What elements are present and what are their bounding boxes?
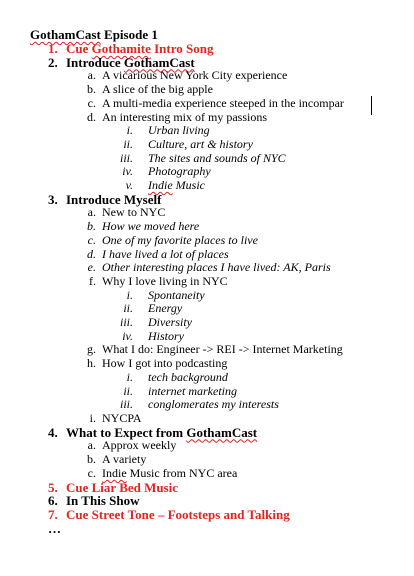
sub-text: Why I love living in NYC bbox=[102, 273, 228, 288]
roman-marker: v. bbox=[125, 178, 133, 193]
spelling-flag: GothamCast bbox=[123, 54, 195, 70]
outline-number: 5. bbox=[48, 479, 58, 495]
roman-marker: iii. bbox=[119, 315, 133, 330]
sub-sub-list bbox=[0, 371, 414, 412]
sub-sub-text: Indie Music bbox=[148, 178, 205, 193]
sub-marker: e. bbox=[87, 260, 96, 275]
sub-marker: h. bbox=[87, 356, 96, 371]
outline-number: 6. bbox=[48, 493, 58, 509]
roman-marker: ii. bbox=[123, 301, 133, 316]
sub-marker: b. bbox=[87, 452, 96, 467]
sub-sub-item bbox=[0, 398, 414, 412]
sub-marker: b. bbox=[87, 219, 96, 234]
outline-item bbox=[0, 481, 414, 495]
sub-marker: d. bbox=[87, 246, 96, 261]
sub-list bbox=[0, 206, 414, 425]
sub-sub-text: Urban living bbox=[148, 123, 210, 138]
sub-text: New to NYC bbox=[102, 205, 166, 220]
sub-marker: f. bbox=[89, 273, 96, 288]
sub-sub-item bbox=[0, 316, 414, 330]
sub-text: Approx weekly bbox=[102, 438, 177, 453]
sub-sub-item bbox=[0, 165, 414, 179]
outline-text: Cue Liar Bed Music bbox=[66, 479, 179, 495]
sub-sub-text: The sites and sounds of NYC bbox=[148, 150, 286, 165]
roman-marker: iv. bbox=[122, 328, 133, 343]
spelling-flag: Gothamite bbox=[91, 41, 151, 56]
sub-sub-text: Culture, art & history bbox=[148, 136, 253, 151]
outline-number: 3. bbox=[48, 191, 58, 207]
sub-sub-item bbox=[0, 152, 414, 166]
outline-item bbox=[0, 494, 414, 508]
sub-sub-item bbox=[0, 179, 414, 193]
sub-item bbox=[0, 234, 414, 248]
sub-item bbox=[0, 343, 414, 357]
sub-sub-list bbox=[0, 289, 414, 344]
sub-item bbox=[0, 111, 414, 125]
sub-text: A multi-media experience steeped in the incompar bbox=[102, 95, 344, 110]
sub-text: One of my favorite places to live bbox=[102, 232, 258, 247]
sub-item bbox=[0, 439, 414, 453]
roman-marker: i. bbox=[126, 287, 133, 302]
sub-text: NYCPA bbox=[102, 410, 142, 425]
sub-marker: a. bbox=[87, 205, 96, 220]
sub-sub-item bbox=[0, 289, 414, 303]
sub-sub-text: Spontaneity bbox=[148, 287, 205, 302]
sub-sub-item bbox=[0, 138, 414, 152]
spelling-flag: GothamCast bbox=[30, 27, 101, 42]
outline-text: Introduce Myself bbox=[66, 191, 162, 207]
outline-text: In This Show bbox=[66, 493, 140, 509]
outline-number: 7. bbox=[48, 506, 58, 522]
roman-marker: ii. bbox=[123, 383, 133, 398]
outline-text: What to Expect from GothamCast bbox=[66, 424, 258, 440]
roman-marker: i. bbox=[126, 123, 133, 138]
sub-item bbox=[0, 97, 414, 111]
sub-list bbox=[0, 69, 414, 192]
sub-sub-text: Diversity bbox=[148, 315, 192, 330]
sub-item bbox=[0, 220, 414, 234]
sub-marker: a. bbox=[87, 68, 96, 83]
spelling-flag: Indie bbox=[148, 178, 173, 193]
sub-marker: i. bbox=[89, 410, 96, 425]
sub-list bbox=[0, 439, 414, 480]
sub-marker: d. bbox=[87, 109, 96, 124]
sub-sub-item bbox=[0, 302, 414, 316]
sub-item bbox=[0, 69, 414, 83]
sub-text: An interesting mix of my passions bbox=[102, 109, 267, 124]
sub-marker: c. bbox=[87, 95, 96, 110]
outline-number: 1. bbox=[48, 41, 58, 56]
sub-sub-item bbox=[0, 371, 414, 385]
sub-item bbox=[0, 206, 414, 220]
sub-sub-item bbox=[0, 330, 414, 344]
sub-sub-list bbox=[0, 124, 414, 193]
sub-marker: c. bbox=[87, 465, 96, 480]
outline-item bbox=[0, 42, 414, 56]
outline-number: 2. bbox=[48, 54, 58, 70]
sub-text: I have lived a lot of places bbox=[102, 246, 229, 261]
sub-item bbox=[0, 467, 414, 481]
document-title: GothamCast Episode 1 bbox=[30, 27, 158, 42]
sub-sub-text: conglomerates my interests bbox=[148, 397, 279, 412]
sub-marker: g. bbox=[87, 342, 96, 357]
sub-sub-text: Photography bbox=[148, 164, 211, 179]
outline-item bbox=[0, 508, 414, 522]
outline-item bbox=[0, 426, 414, 440]
sub-text: A variety bbox=[102, 452, 147, 467]
sub-sub-text: Energy bbox=[148, 301, 183, 316]
roman-marker: iv. bbox=[122, 164, 133, 179]
roman-marker: i. bbox=[126, 369, 133, 384]
sub-item bbox=[0, 261, 414, 275]
outline-text: Cue Street Tone – Footsteps and Talking bbox=[66, 506, 290, 522]
sub-item bbox=[0, 412, 414, 426]
outline-list bbox=[0, 42, 414, 535]
sub-text: Indie Music from NYC area bbox=[102, 465, 238, 480]
sub-item bbox=[0, 275, 414, 289]
sub-item bbox=[0, 453, 414, 467]
sub-item bbox=[0, 248, 414, 262]
ellipsis: … bbox=[48, 520, 61, 536]
sub-item bbox=[0, 83, 414, 97]
sub-sub-item bbox=[0, 385, 414, 399]
sub-text: What I do: Engineer -> REI -> Internet Marketing bbox=[102, 342, 343, 357]
sub-sub-item bbox=[0, 124, 414, 138]
sub-marker: a. bbox=[87, 438, 96, 453]
sub-sub-text: tech background bbox=[148, 369, 228, 384]
sub-text: A vicarious New York City experience bbox=[102, 68, 288, 83]
outline-item bbox=[0, 56, 414, 70]
sub-sub-text: internet marketing bbox=[148, 383, 237, 398]
sub-text: A slice of the big apple bbox=[102, 82, 213, 97]
sub-item bbox=[0, 357, 414, 371]
spelling-flag: GothamCast bbox=[186, 424, 258, 440]
outline-text: Cue Gothamite Intro Song bbox=[66, 41, 214, 56]
sub-sub-text: History bbox=[148, 328, 184, 343]
sub-marker: c. bbox=[87, 232, 96, 247]
outline-text: Introduce GothamCast bbox=[66, 54, 195, 70]
roman-marker: iii. bbox=[119, 150, 133, 165]
outline-number: 4. bbox=[48, 424, 58, 440]
sub-text: How I got into podcasting bbox=[102, 356, 228, 371]
roman-marker: iii. bbox=[119, 397, 133, 412]
text-cursor bbox=[371, 96, 372, 115]
outline-item bbox=[0, 193, 414, 207]
roman-marker: ii. bbox=[123, 136, 133, 151]
sub-text: Other interesting places I have lived: AK, Paris bbox=[102, 260, 331, 275]
spelling-flag: Indie bbox=[102, 465, 127, 480]
sub-marker: b. bbox=[87, 82, 96, 97]
sub-text: How we moved here bbox=[102, 219, 200, 234]
